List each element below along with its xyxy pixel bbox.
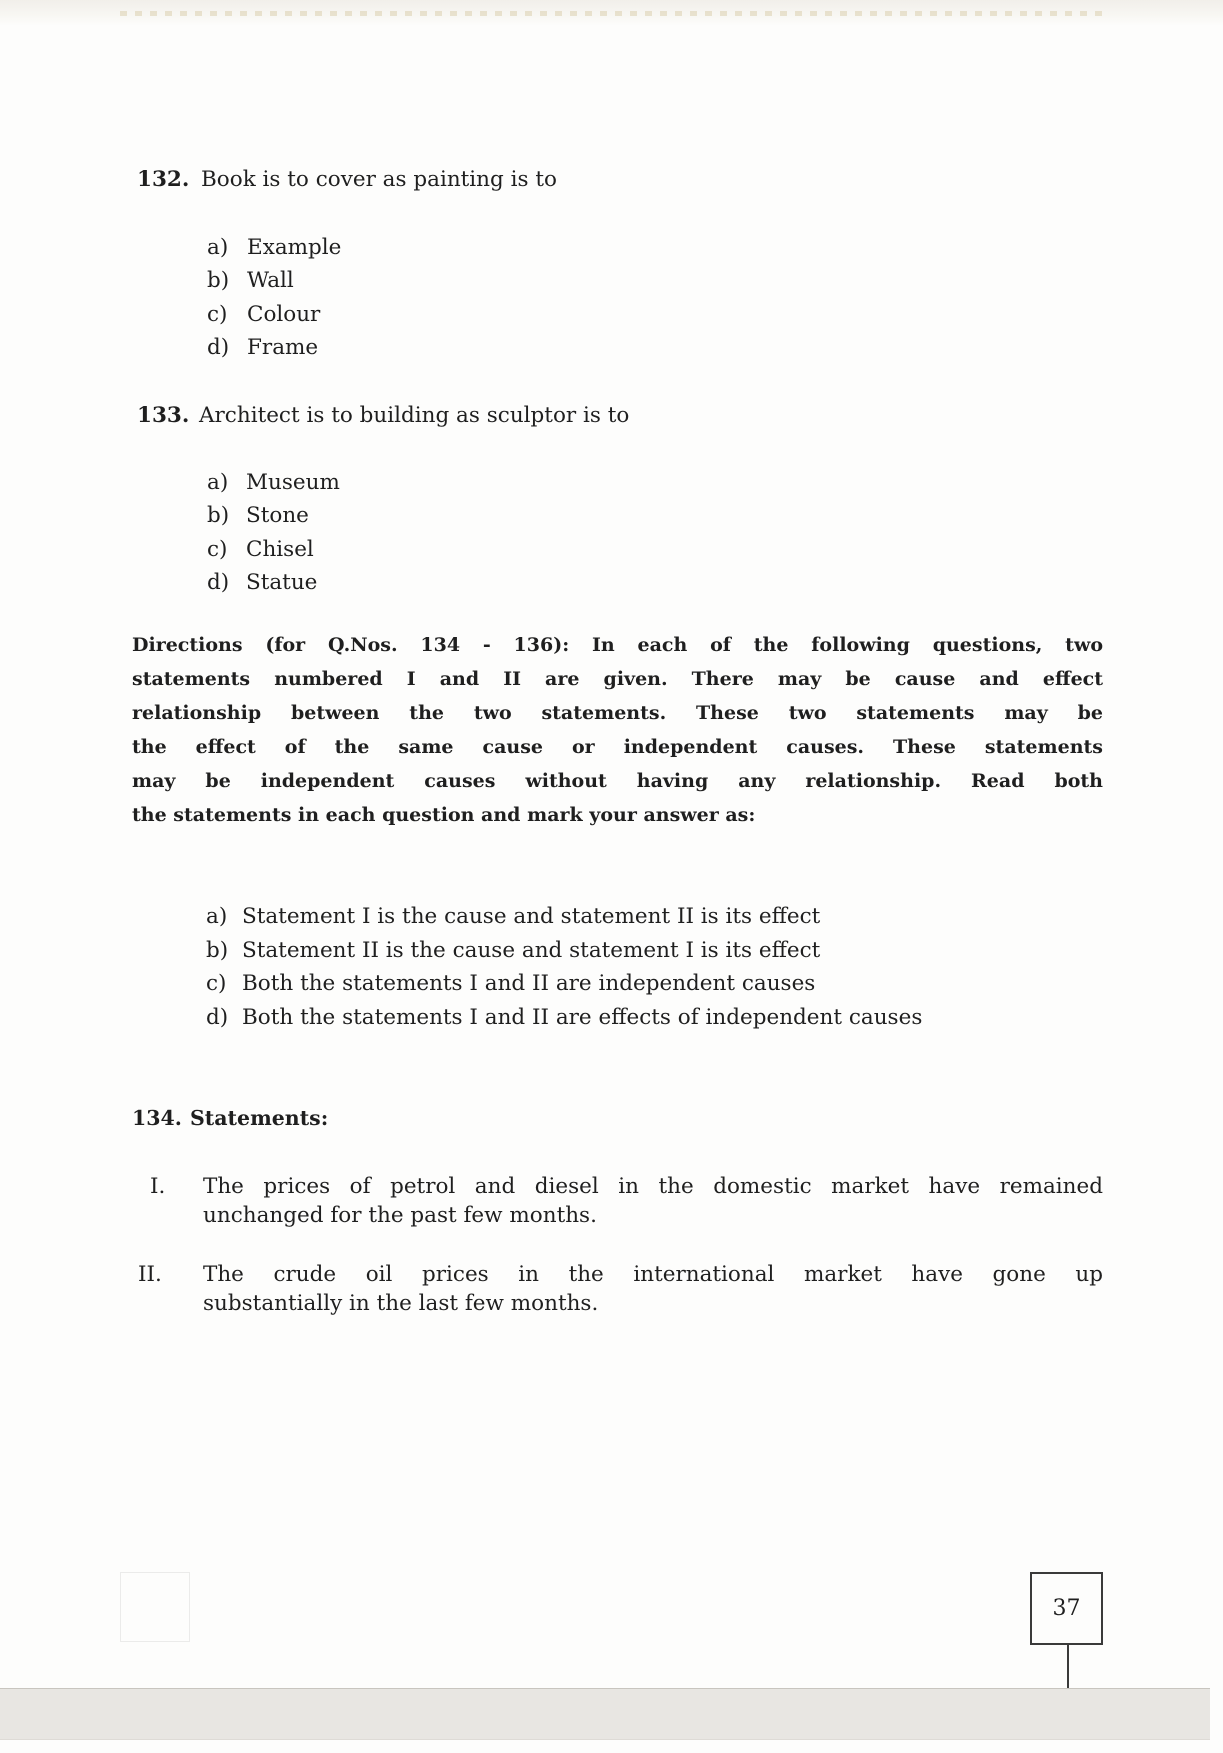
answer-option-label: d) bbox=[206, 1005, 229, 1030]
answer-option-row bbox=[0, 936, 1223, 966]
question-number: 134. bbox=[132, 1106, 182, 1130]
option-row bbox=[0, 233, 1223, 263]
option-label: c) bbox=[207, 537, 228, 562]
statement-line: unchanged for the past few months. bbox=[203, 1203, 597, 1228]
directions-line: statements numbered I and II are given. There may be cause and effect bbox=[132, 668, 1103, 690]
answer-option-label: c) bbox=[206, 971, 227, 996]
answer-option-label: b) bbox=[206, 938, 229, 963]
question-number: 133. bbox=[137, 403, 190, 428]
option-row bbox=[0, 501, 1223, 531]
option-row bbox=[0, 535, 1223, 565]
option-row bbox=[0, 300, 1223, 330]
option-label: a) bbox=[207, 470, 229, 495]
option-row bbox=[0, 266, 1223, 296]
directions-line: relationship between the two statements. These two statements may be bbox=[132, 702, 1103, 724]
option-label: c) bbox=[207, 302, 228, 327]
option-label: d) bbox=[207, 570, 230, 595]
page-number-rule bbox=[1067, 1645, 1069, 1691]
bleed-through-box bbox=[120, 1572, 190, 1642]
option-row bbox=[0, 568, 1223, 598]
option-row bbox=[0, 468, 1223, 498]
statement-text bbox=[203, 1172, 1103, 1230]
statement-numeral: I. bbox=[150, 1174, 166, 1199]
question-133 bbox=[0, 401, 1223, 431]
page-number-box bbox=[1030, 1572, 1103, 1645]
answer-option-row bbox=[0, 1003, 1223, 1033]
option-text: Example bbox=[247, 235, 342, 260]
directions-line: the effect of the same cause or independent causes. These statements bbox=[132, 736, 1103, 758]
scan-bottom-edge bbox=[0, 1688, 1210, 1740]
question-134-heading bbox=[0, 1103, 1223, 1133]
answer-option-label: a) bbox=[206, 904, 228, 929]
statement-numeral: II. bbox=[138, 1262, 162, 1287]
answer-option-text: Both the statements I and II are effects of independent causes bbox=[242, 1005, 923, 1030]
answer-option-row bbox=[0, 902, 1223, 932]
option-row bbox=[0, 333, 1223, 363]
option-label: d) bbox=[207, 335, 230, 360]
statements-heading: Statements: bbox=[190, 1106, 329, 1130]
option-text: Statue bbox=[246, 570, 318, 595]
answer-option-text: Statement II is the cause and statement I is its effect bbox=[242, 938, 821, 963]
statement-line: The crude oil prices in the international market have gone up bbox=[203, 1262, 1103, 1287]
option-label: a) bbox=[207, 235, 229, 260]
option-text: Chisel bbox=[246, 537, 314, 562]
answer-option-row bbox=[0, 969, 1223, 999]
option-text: Stone bbox=[246, 503, 309, 528]
question-132 bbox=[0, 165, 1223, 195]
statement-line: The prices of petrol and diesel in the domestic market have remained bbox=[203, 1174, 1103, 1199]
option-label: b) bbox=[207, 503, 230, 528]
statement-line: substantially in the last few months. bbox=[203, 1291, 599, 1316]
directions-paragraph bbox=[132, 628, 1103, 832]
scan-top-edge-marks bbox=[120, 11, 1110, 16]
scan-top-edge bbox=[0, 0, 1223, 26]
directions-line: may be independent causes without having any relationship. Read both bbox=[132, 770, 1103, 792]
question-text: Book is to cover as painting is to bbox=[201, 167, 557, 192]
option-text: Wall bbox=[247, 268, 294, 293]
statement-text bbox=[203, 1260, 1103, 1318]
directions-line: the statements in each question and mark your answer as: bbox=[132, 804, 756, 826]
option-text: Museum bbox=[246, 470, 340, 495]
answer-option-text: Both the statements I and II are independent causes bbox=[242, 971, 816, 996]
option-label: b) bbox=[207, 268, 230, 293]
question-number: 132. bbox=[137, 167, 190, 192]
option-text: Frame bbox=[247, 335, 319, 360]
directions-line: Directions (for Q.Nos. 134 - 136): In each of the following questions, two bbox=[132, 634, 1103, 656]
option-text: Colour bbox=[247, 302, 321, 327]
page-number: 37 bbox=[1052, 1596, 1081, 1621]
question-text: Architect is to building as sculptor is to bbox=[199, 403, 630, 428]
answer-option-text: Statement I is the cause and statement II is its effect bbox=[242, 904, 821, 929]
